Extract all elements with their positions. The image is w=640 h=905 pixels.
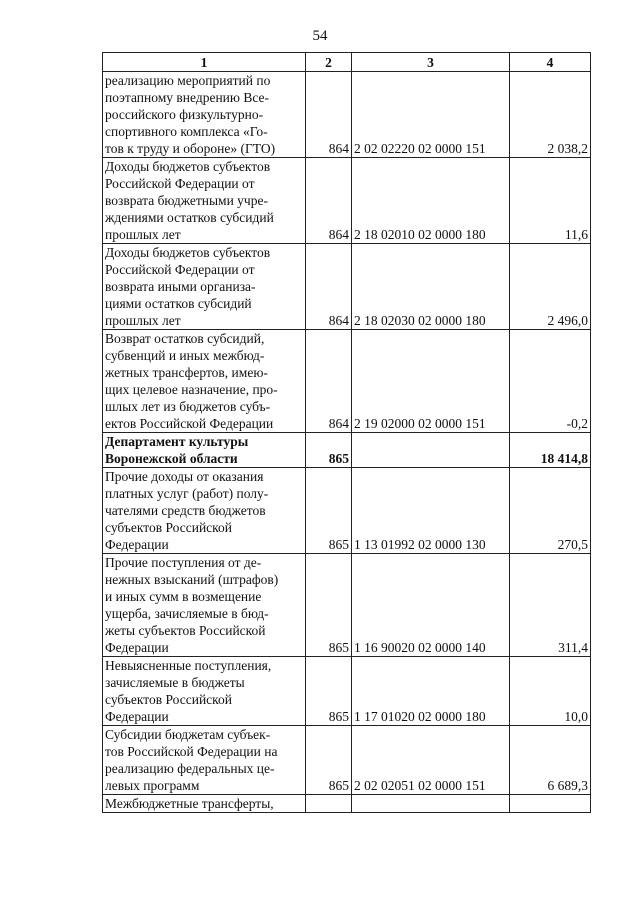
description-line: шлых лет из бюджетов субъ-: [105, 399, 271, 414]
row-budget-classification-code: 2 02 02051 02 0000 151: [352, 726, 510, 795]
row-description: [103, 726, 306, 795]
table-row: [103, 795, 591, 813]
description-line: тов Российской Федерации на: [105, 744, 278, 759]
row-budget-classification-code: 2 18 02030 02 0000 180: [352, 244, 510, 330]
row-description: [103, 244, 306, 330]
row-budget-classification-code: 1 13 01992 02 0000 130: [352, 468, 510, 554]
description-line: Российской Федерации от: [105, 262, 255, 277]
row-description: [103, 554, 306, 657]
row-admin-code: 864: [306, 244, 352, 330]
header-row: [103, 53, 591, 72]
description-line: субвенций и иных межбюд-: [105, 348, 265, 363]
description-line: Возврат остатков субсидий,: [105, 331, 265, 346]
column-header-4: 4: [510, 53, 591, 72]
row-budget-classification-code: 1 17 01020 02 0000 180: [352, 657, 510, 726]
table-row: [103, 158, 591, 244]
description-line: Федерации: [105, 640, 169, 655]
description-line: ектов Российской Федерации: [105, 416, 274, 431]
description-line: щих целевое назначение, про-: [105, 382, 278, 397]
description-line: и иных сумм в возмещение: [105, 589, 262, 604]
row-amount: 2 496,0: [510, 244, 591, 330]
row-amount: 18 414,8: [510, 433, 591, 468]
description-line: российского физкультурно-: [105, 107, 264, 122]
description-line: Департамент культуры: [105, 434, 249, 449]
description-line: спортивного комплекса «Го-: [105, 124, 268, 139]
description-line: Воронежской области: [105, 451, 238, 466]
column-header-2: 2: [306, 53, 352, 72]
description-line: субъектов Российской: [105, 520, 233, 535]
row-description: [103, 795, 306, 813]
row-description: [103, 468, 306, 554]
description-line: тов к труду и обороне» (ГТО): [105, 141, 276, 156]
row-description: [103, 330, 306, 433]
column-header-1: 1: [103, 53, 306, 72]
description-line: Межбюджетные трансферты,: [105, 796, 274, 811]
description-line: поэтапному внедрению Все-: [105, 90, 270, 105]
budget-table: [102, 52, 591, 813]
description-line: Федерации: [105, 709, 169, 724]
table-row: [103, 468, 591, 554]
description-line: Невыясненные поступления,: [105, 658, 272, 673]
row-admin-code: [306, 795, 352, 813]
row-amount: 10,0: [510, 657, 591, 726]
description-line: Прочие доходы от оказания: [105, 469, 264, 484]
table-row: [103, 726, 591, 795]
description-line: Российской Федерации от: [105, 176, 255, 191]
row-admin-code: 865: [306, 554, 352, 657]
row-budget-classification-code: 2 18 02010 02 0000 180: [352, 158, 510, 244]
row-amount: 6 689,3: [510, 726, 591, 795]
description-line: прошлых лет: [105, 227, 181, 242]
table-row: [103, 330, 591, 433]
description-line: Доходы бюджетов субъектов: [105, 159, 271, 174]
row-amount: 11,6: [510, 158, 591, 244]
table-row: [103, 433, 591, 468]
description-line: Федерации: [105, 537, 169, 552]
table-body: [103, 72, 591, 813]
description-line: реализацию мероприятий по: [105, 73, 271, 88]
description-line: Доходы бюджетов субъектов: [105, 245, 271, 260]
description-line: возврата бюджетными учре-: [105, 193, 268, 208]
description-line: субъектов Российской: [105, 692, 233, 707]
row-admin-code: 865: [306, 468, 352, 554]
description-line: жеты субъектов Российской: [105, 623, 266, 638]
row-budget-classification-code: 1 16 90020 02 0000 140: [352, 554, 510, 657]
table-row: [103, 72, 591, 158]
description-line: циями остатков субсидий: [105, 296, 252, 311]
row-budget-classification-code: [352, 795, 510, 813]
description-line: возврата иными организа-: [105, 279, 256, 294]
description-line: чателями средств бюджетов: [105, 503, 266, 518]
description-line: Субсидии бюджетам субъек-: [105, 727, 271, 742]
row-amount: 311,4: [510, 554, 591, 657]
description-line: ждениями остатков субсидий: [105, 210, 274, 225]
row-description: [103, 72, 306, 158]
page-number: 54: [312, 28, 328, 44]
row-amount: 270,5: [510, 468, 591, 554]
description-line: левых программ: [105, 778, 200, 793]
row-description: [103, 158, 306, 244]
description-line: жетных трансфертов, имею-: [105, 365, 268, 380]
row-admin-code: 864: [306, 158, 352, 244]
row-description: [103, 657, 306, 726]
row-budget-classification-code: 2 02 02220 02 0000 151: [352, 72, 510, 158]
row-amount: [510, 795, 591, 813]
description-line: Прочие поступления от де-: [105, 555, 262, 570]
row-admin-code: 865: [306, 657, 352, 726]
row-amount: 2 038,2: [510, 72, 591, 158]
row-admin-code: 865: [306, 726, 352, 795]
description-line: реализацию федеральных це-: [105, 761, 275, 776]
row-admin-code: 865: [306, 433, 352, 468]
row-admin-code: 864: [306, 72, 352, 158]
description-line: ущерба, зачисляемые в бюд-: [105, 606, 269, 621]
table-row: [103, 657, 591, 726]
description-line: нежных взысканий (штрафов): [105, 572, 279, 587]
row-description: [103, 433, 306, 468]
table-row: [103, 554, 591, 657]
row-budget-classification-code: 2 19 02000 02 0000 151: [352, 330, 510, 433]
description-line: зачисляемые в бюджеты: [105, 675, 245, 690]
row-amount: -0,2: [510, 330, 591, 433]
column-header-3: 3: [352, 53, 510, 72]
description-line: платных услуг (работ) полу-: [105, 486, 269, 501]
description-line: прошлых лет: [105, 313, 181, 328]
row-admin-code: 864: [306, 330, 352, 433]
row-budget-classification-code: [352, 433, 510, 468]
table-row: [103, 244, 591, 330]
